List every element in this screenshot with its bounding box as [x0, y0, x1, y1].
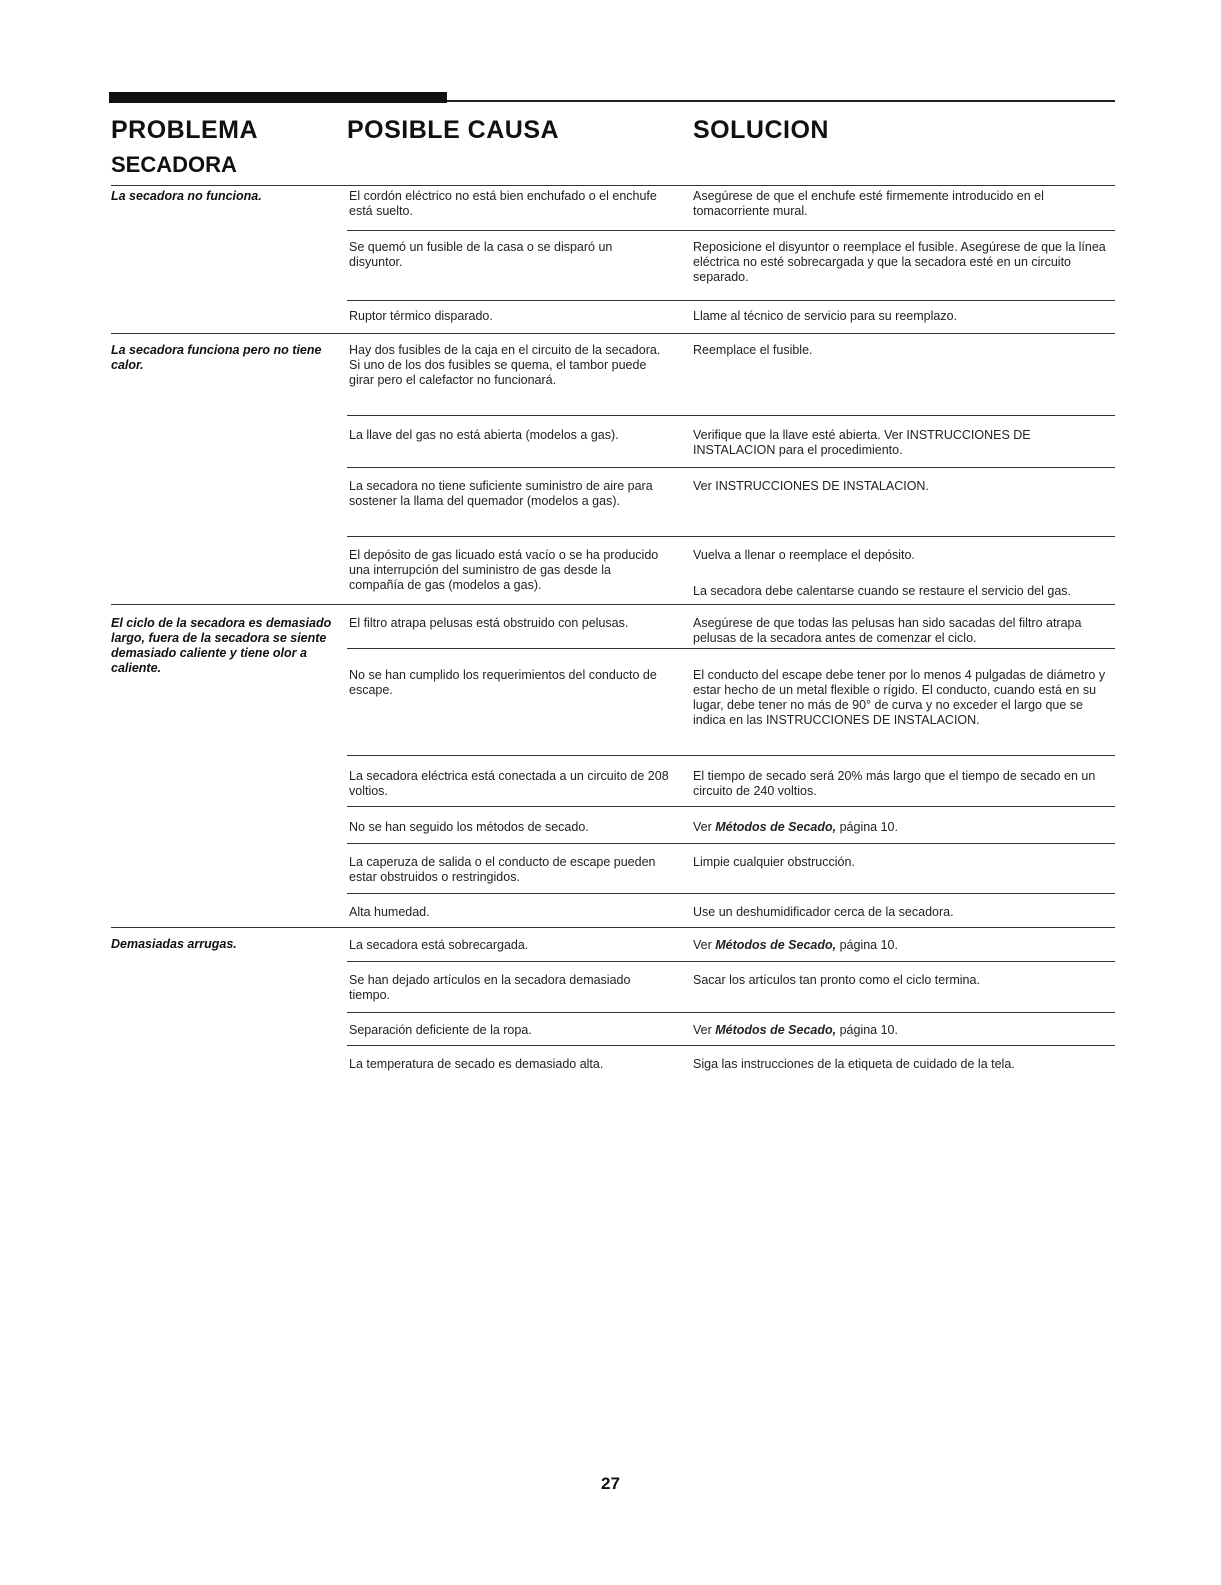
ref-ver: Ver: [693, 820, 712, 834]
solution-text: Verifique que la llave esté abierta. Ver INSTRUCCIONES DE INSTALACION para el procedimiento.: [693, 428, 1031, 457]
cause-text: La llave del gas no está abierta (modelos a gas).: [349, 428, 619, 442]
cause-text: Ruptor térmico disparado.: [349, 309, 493, 323]
row-divider: [347, 755, 1115, 756]
row-divider: [347, 467, 1115, 468]
ref-ver: Ver: [693, 938, 712, 952]
column-header-causa: POSIBLE CAUSA: [347, 116, 560, 144]
cause-text: La secadora eléctrica está conectada a un circuito de 208 voltios.: [349, 769, 669, 798]
solution-text: Llame al técnico de servicio para su reemplazo.: [693, 309, 958, 323]
header-thin-rule: [447, 100, 1115, 102]
row-divider: [347, 893, 1115, 894]
row-divider: [347, 806, 1115, 807]
cause-text: No se han seguido los métodos de secado.: [349, 820, 589, 834]
cause-text: No se han cumplido los requerimientos del conducto de escape.: [349, 668, 657, 697]
row-divider: [347, 230, 1115, 231]
cause-text: El depósito de gas licuado está vacío o se ha producido una interrupción del suministro de gas desde la compañía de gas (modelos a gas).: [349, 548, 659, 592]
solution-text: Reposicione el disyuntor o reemplace el fusible. Asegúrese de que la línea eléctrica no esté sobrecargada y que la secadora esté en un circuito separado.: [693, 240, 1106, 284]
solution-text: La secadora debe calentarse cuando se restaure el servicio del gas.: [693, 584, 1072, 598]
solution-text: Asegúrese de que todas las pelusas han sido sacadas del filtro atrapa pelusas de la secadora antes de comenzar el ciclo.: [693, 616, 1082, 645]
ref-pagina: página 10.: [839, 1023, 898, 1037]
problem-text: La secadora funciona pero no tiene calor.: [111, 343, 322, 372]
ref-metodos-link[interactable]: Métodos de Secado,: [715, 1023, 837, 1037]
page-number: 27: [601, 1474, 620, 1493]
solution-text: Reemplace el fusible.: [693, 343, 813, 357]
row-divider: [111, 604, 1115, 605]
row-divider: [347, 961, 1115, 962]
problem-text: Demasiadas arrugas.: [111, 937, 237, 951]
cause-text: Se quemó un fusible de la casa o se disparó un disyuntor.: [349, 240, 613, 269]
row-divider: [347, 648, 1115, 649]
cause-text: La caperuza de salida o el conducto de escape pueden estar obstruidos o restringidos.: [349, 855, 656, 884]
problem-text: El ciclo de la secadora es demasiado largo, fuera de la secadora se siente demasiado caliente y tiene olor a caliente.: [111, 616, 332, 675]
row-divider: [347, 843, 1115, 844]
row-divider: [347, 536, 1115, 537]
row-divider: [111, 927, 1115, 928]
ref-pagina: página 10.: [839, 938, 898, 952]
solution-ref: [693, 938, 1115, 953]
column-header-solucion: SOLUCION: [693, 116, 829, 144]
cause-text: La secadora no tiene suficiente suministro de aire para sostener la llama del quemador (modelos a gas).: [349, 479, 653, 508]
solution-text: Limpie cualquier obstrucción.: [693, 855, 855, 869]
solution-ref: [693, 820, 1115, 835]
solution-text: Sacar los artículos tan pronto como el ciclo termina.: [693, 973, 980, 987]
cause-text: La temperatura de secado es demasiado alta.: [349, 1057, 604, 1071]
solution-ref: [693, 1023, 1115, 1038]
row-divider: [111, 185, 1115, 186]
cause-text: Alta humedad.: [349, 905, 430, 919]
cause-text: El filtro atrapa pelusas está obstruido con pelusas.: [349, 616, 629, 630]
cause-text: El cordón eléctrico no está bien enchufado o el enchufe está suelto.: [349, 189, 657, 218]
column-header-problema: PROBLEMA: [111, 116, 259, 144]
solution-text: Siga las instrucciones de la etiqueta de cuidado de la tela.: [693, 1057, 1015, 1071]
solution-text: Vuelva a llenar o reemplace el depósito.: [693, 548, 915, 562]
row-divider: [111, 333, 1115, 334]
ref-ver: Ver: [693, 1023, 712, 1037]
cause-text: Separación deficiente de la ropa.: [349, 1023, 532, 1037]
solution-text: El conducto del escape debe tener por lo menos 4 pulgadas de diámetro y estar hecho de un metal flexible o rígido. El conducto, cuando está en su lugar, debe tener no más de 90° de curva y no exceder el largo que se indica en las INSTRUCCIONES DE INSTALACION.: [693, 668, 1106, 727]
cause-text: Hay dos fusibles de la caja en el circuito de la secadora. Si uno de los dos fusibles se quema, el tambor puede girar pero el calefactor no funcionará.: [349, 343, 661, 387]
ref-metodos-link[interactable]: Métodos de Secado,: [715, 938, 837, 952]
row-divider: [347, 1045, 1115, 1046]
problem-text: La secadora no funciona.: [111, 189, 262, 203]
row-divider: [347, 300, 1115, 301]
section-title: SECADORA: [111, 152, 237, 177]
ref-pagina: página 10.: [839, 820, 898, 834]
solution-text: Use un deshumidificador cerca de la secadora.: [693, 905, 954, 919]
ref-metodos-link[interactable]: Métodos de Secado,: [715, 820, 837, 834]
cause-text: La secadora está sobrecargada.: [349, 938, 529, 952]
solution-text: El tiempo de secado será 20% más largo que el tiempo de secado en un circuito de 240 voltios.: [693, 769, 1096, 798]
solution-text: Asegúrese de que el enchufe esté firmemente introducido en el tomacorriente mural.: [693, 189, 1044, 218]
header-thick-rule: [109, 92, 447, 103]
solution-text: Ver INSTRUCCIONES DE INSTALACION.: [693, 479, 929, 493]
row-divider: [347, 1012, 1115, 1013]
row-divider: [347, 415, 1115, 416]
cause-text: Se han dejado artículos en la secadora demasiado tiempo.: [349, 973, 631, 1002]
